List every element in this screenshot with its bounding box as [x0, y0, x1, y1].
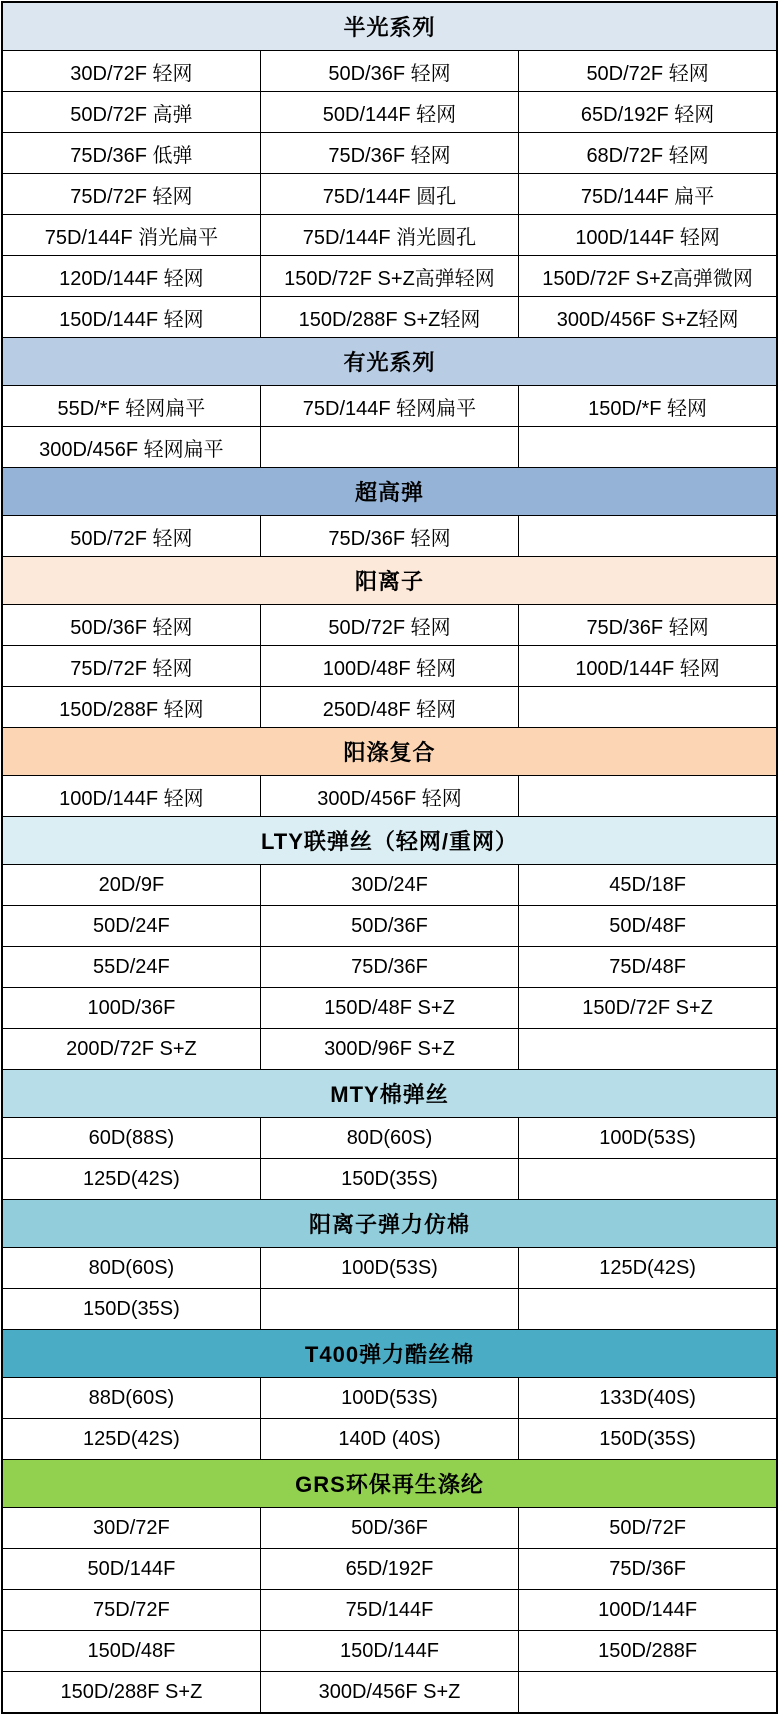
spec-cell: 20D/9F	[2, 865, 260, 906]
section-header-row	[2, 468, 777, 516]
spec-cell: 45D/18F	[519, 865, 777, 906]
section-title: 阳涤复合	[2, 728, 777, 776]
spec-row	[2, 605, 777, 646]
spec-cell: 300D/456F S+Z	[260, 1672, 518, 1714]
spec-cell: 125D(42S)	[2, 1419, 260, 1460]
spec-row	[2, 906, 777, 947]
spec-cell: 30D/72F 轻网	[2, 51, 260, 92]
spec-row	[2, 297, 777, 338]
spec-cell: 75D/144F 消光圆孔	[260, 215, 518, 256]
product-spec-table	[1, 1, 778, 1714]
spec-row	[2, 1378, 777, 1419]
spec-cell: 300D/456F S+Z轻网	[519, 297, 777, 338]
spec-cell: 50D/72F 高弹	[2, 92, 260, 133]
spec-cell: 80D(60S)	[260, 1118, 518, 1159]
spec-cell: 100D/36F	[2, 988, 260, 1029]
spec-row	[2, 947, 777, 988]
spec-cell: 65D/192F 轻网	[519, 92, 777, 133]
section-header-row	[2, 1460, 777, 1508]
spec-cell: 50D/144F 轻网	[260, 92, 518, 133]
spec-cell: 150D/72F S+Z高弹微网	[519, 256, 777, 297]
spec-cell: 75D/36F 低弹	[2, 133, 260, 174]
spec-cell: 300D/456F 轻网	[260, 776, 518, 817]
section-title: 阳离子弹力仿棉	[2, 1200, 777, 1248]
spec-row	[2, 256, 777, 297]
spec-cell: 250D/48F 轻网	[260, 687, 518, 728]
spec-cell: 88D(60S)	[2, 1378, 260, 1419]
spec-row	[2, 687, 777, 728]
section-title: 有光系列	[2, 338, 777, 386]
spec-cell: 75D/144F 扁平	[519, 174, 777, 215]
spec-cell: 150D/288F	[519, 1631, 777, 1672]
spec-row	[2, 92, 777, 133]
spec-cell: 150D/72F S+Z	[519, 988, 777, 1029]
spec-row	[2, 1590, 777, 1631]
spec-cell: 150D/144F 轻网	[2, 297, 260, 338]
spec-cell-empty	[519, 1159, 777, 1200]
spec-cell: 100D/48F 轻网	[260, 646, 518, 687]
spec-cell: 50D/36F 轻网	[260, 51, 518, 92]
spec-cell: 100D/144F	[519, 1590, 777, 1631]
spec-cell: 150D/144F	[260, 1631, 518, 1672]
spec-cell: 50D/48F	[519, 906, 777, 947]
spec-row	[2, 1508, 777, 1549]
spec-row	[2, 1159, 777, 1200]
spec-cell-empty	[519, 776, 777, 817]
spec-row	[2, 1118, 777, 1159]
spec-cell: 120D/144F 轻网	[2, 256, 260, 297]
spec-cell-empty	[519, 516, 777, 557]
spec-cell: 65D/192F	[260, 1549, 518, 1590]
section-header-row	[2, 2, 777, 51]
spec-row	[2, 386, 777, 427]
spec-row	[2, 215, 777, 256]
spec-cell: 150D/288F S+Z	[2, 1672, 260, 1714]
spec-cell: 68D/72F 轻网	[519, 133, 777, 174]
spec-cell: 50D/36F	[260, 1508, 518, 1549]
spec-cell: 150D/*F 轻网	[519, 386, 777, 427]
section-title: 半光系列	[2, 2, 777, 51]
spec-cell: 125D(42S)	[2, 1159, 260, 1200]
spec-cell: 133D(40S)	[519, 1378, 777, 1419]
spec-cell: 60D(88S)	[2, 1118, 260, 1159]
spec-row	[2, 174, 777, 215]
spec-cell: 50D/72F 轻网	[2, 516, 260, 557]
spec-cell-empty	[519, 427, 777, 468]
section-header-row	[2, 1200, 777, 1248]
page	[1, 1, 778, 1714]
spec-cell: 150D/288F 轻网	[2, 687, 260, 728]
spec-cell: 75D/72F 轻网	[2, 646, 260, 687]
spec-cell: 50D/72F 轻网	[260, 605, 518, 646]
spec-cell: 150D/288F S+Z轻网	[260, 297, 518, 338]
spec-cell: 80D(60S)	[2, 1248, 260, 1289]
spec-cell: 150D/48F S+Z	[260, 988, 518, 1029]
spec-cell: 200D/72F S+Z	[2, 1029, 260, 1070]
spec-row	[2, 646, 777, 687]
spec-row	[2, 1289, 777, 1330]
spec-cell: 75D/144F 轻网扁平	[260, 386, 518, 427]
spec-cell: 50D/36F	[260, 906, 518, 947]
spec-cell: 55D/*F 轻网扁平	[2, 386, 260, 427]
spec-cell-empty	[519, 687, 777, 728]
section-header-row	[2, 817, 777, 865]
section-title: GRS环保再生涤纶	[2, 1460, 777, 1508]
spec-cell: 100D(53S)	[260, 1378, 518, 1419]
spec-row	[2, 133, 777, 174]
spec-cell-empty	[519, 1672, 777, 1714]
spec-cell: 55D/24F	[2, 947, 260, 988]
section-header-row	[2, 1070, 777, 1118]
spec-cell: 150D(35S)	[519, 1419, 777, 1460]
spec-row	[2, 516, 777, 557]
spec-cell-empty	[519, 1029, 777, 1070]
section-header-row	[2, 728, 777, 776]
spec-cell: 300D/96F S+Z	[260, 1029, 518, 1070]
spec-cell: 125D(42S)	[519, 1248, 777, 1289]
spec-cell: 100D/144F 轻网	[519, 646, 777, 687]
spec-row	[2, 1549, 777, 1590]
spec-cell: 150D/48F	[2, 1631, 260, 1672]
spec-cell: 150D(35S)	[260, 1159, 518, 1200]
spec-cell: 100D(53S)	[260, 1248, 518, 1289]
section-header-row	[2, 338, 777, 386]
spec-cell: 50D/36F 轻网	[2, 605, 260, 646]
spec-row	[2, 1631, 777, 1672]
spec-row	[2, 776, 777, 817]
spec-cell: 75D/36F 轻网	[519, 605, 777, 646]
spec-cell: 50D/144F	[2, 1549, 260, 1590]
spec-row	[2, 1248, 777, 1289]
spec-cell: 75D/36F 轻网	[260, 133, 518, 174]
spec-cell: 50D/72F 轻网	[519, 51, 777, 92]
spec-row	[2, 865, 777, 906]
section-title: MTY棉弹丝	[2, 1070, 777, 1118]
spec-row	[2, 1672, 777, 1714]
spec-cell: 75D/36F 轻网	[260, 516, 518, 557]
spec-cell: 75D/48F	[519, 947, 777, 988]
spec-cell: 100D/144F 轻网	[519, 215, 777, 256]
spec-cell: 75D/144F	[260, 1590, 518, 1631]
spec-cell: 30D/72F	[2, 1508, 260, 1549]
spec-row	[2, 51, 777, 92]
spec-table-body	[2, 2, 777, 1713]
spec-row	[2, 427, 777, 468]
section-header-row	[2, 1330, 777, 1378]
section-title: LTY联弹丝（轻网/重网）	[2, 817, 777, 865]
spec-cell: 75D/36F	[519, 1549, 777, 1590]
spec-cell: 50D/72F	[519, 1508, 777, 1549]
spec-row	[2, 1029, 777, 1070]
spec-cell: 100D(53S)	[519, 1118, 777, 1159]
spec-cell: 75D/144F 圆孔	[260, 174, 518, 215]
section-title: T400弹力酷丝棉	[2, 1330, 777, 1378]
spec-cell: 75D/36F	[260, 947, 518, 988]
spec-cell: 300D/456F 轻网扁平	[2, 427, 260, 468]
spec-cell: 150D(35S)	[2, 1289, 260, 1330]
spec-row	[2, 1419, 777, 1460]
section-header-row	[2, 557, 777, 605]
spec-cell: 30D/24F	[260, 865, 518, 906]
section-title: 超高弹	[2, 468, 777, 516]
spec-cell: 75D/144F 消光扁平	[2, 215, 260, 256]
section-title: 阳离子	[2, 557, 777, 605]
spec-cell-empty	[260, 1289, 518, 1330]
spec-row	[2, 988, 777, 1029]
spec-cell: 140D (40S)	[260, 1419, 518, 1460]
spec-cell: 100D/144F 轻网	[2, 776, 260, 817]
spec-cell-empty	[260, 427, 518, 468]
spec-cell: 75D/72F 轻网	[2, 174, 260, 215]
spec-cell: 75D/72F	[2, 1590, 260, 1631]
spec-cell: 50D/24F	[2, 906, 260, 947]
spec-cell-empty	[519, 1289, 777, 1330]
spec-cell: 150D/72F S+Z高弹轻网	[260, 256, 518, 297]
